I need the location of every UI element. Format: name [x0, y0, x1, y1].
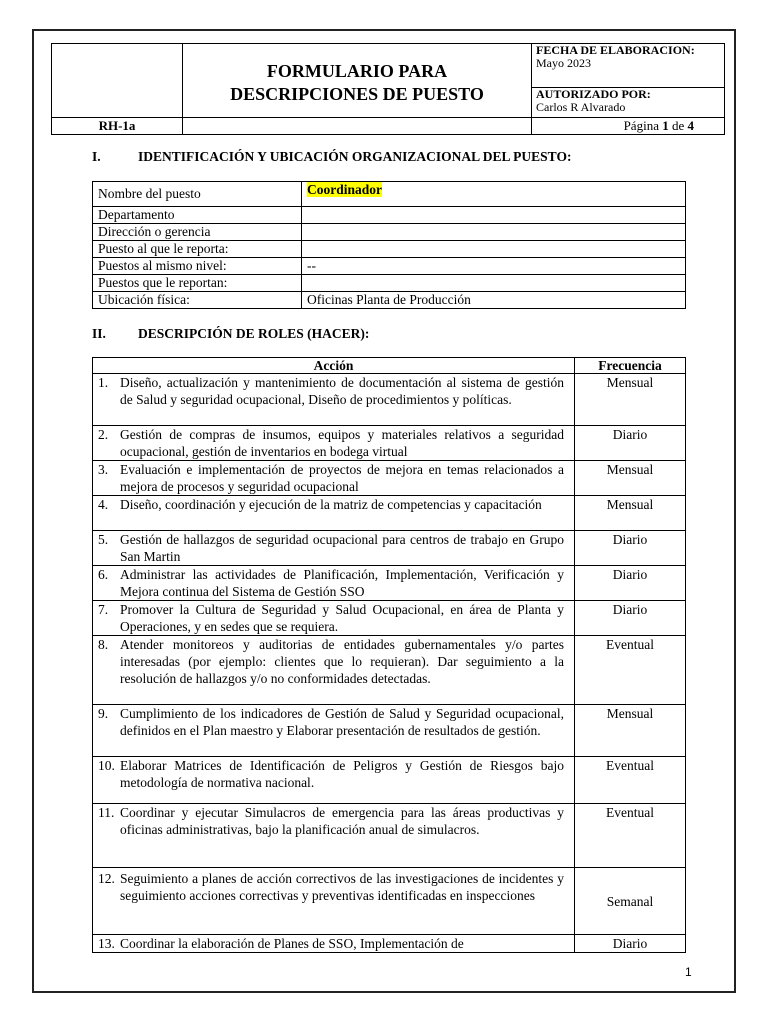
roles-table — [92, 357, 686, 953]
ident-value: -- — [302, 258, 686, 275]
role-number: 9. — [98, 706, 109, 721]
role-action — [93, 868, 575, 935]
role-frequency: Diario — [575, 601, 686, 636]
ident-row — [93, 224, 686, 241]
ident-row — [93, 292, 686, 309]
role-number: 13. — [98, 936, 115, 951]
ident-value — [302, 182, 686, 207]
form-title-line2: DESCRIPCIONES DE PUESTO — [230, 83, 484, 104]
ident-row — [93, 241, 686, 258]
role-text: Gestión de compras de insumos, equipos y materiales relativos a seguridad ocupacional, gestión de inventarios en bodega virtual — [120, 427, 564, 459]
ident-label: Departamento — [93, 207, 302, 224]
role-text: Seguimiento a planes de acción correctivos de las investigaciones de incidentes y seguimiento acciones correctivas y preventivas identificadas en inspecciones — [120, 871, 564, 903]
role-row — [93, 531, 686, 566]
role-number: 5. — [98, 532, 109, 547]
ident-label: Nombre del puesto — [93, 182, 302, 207]
role-action — [93, 636, 575, 705]
ident-label: Ubicación física: — [93, 292, 302, 309]
page-current: 1 — [662, 118, 669, 133]
logo-cell — [52, 44, 183, 118]
role-action — [93, 757, 575, 804]
role-frequency: Diario — [575, 935, 686, 953]
role-action — [93, 705, 575, 757]
ident-label: Puestos que le reportan: — [93, 275, 302, 292]
section-1-number: I. — [92, 149, 101, 164]
role-row — [93, 705, 686, 757]
role-action — [93, 426, 575, 461]
ident-row — [93, 275, 686, 292]
identification-table — [92, 181, 686, 309]
page-indicator — [532, 118, 725, 135]
role-action — [93, 935, 575, 953]
role-row — [93, 461, 686, 496]
role-frequency: Mensual — [575, 461, 686, 496]
page-prefix: Página — [623, 118, 659, 133]
autorizado-cell — [532, 87, 725, 117]
ident-value: Oficinas Planta de Producción — [302, 292, 686, 309]
role-text: Administrar las actividades de Planificación, Implementación, Verificación y Mejora continua del Sistema de Gestión SSO — [120, 567, 564, 599]
role-frequency: Diario — [575, 426, 686, 461]
role-text: Promover la Cultura de Seguridad y Salud Ocupacional, en área de Planta y Operaciones, y en sedes que se requiera. — [120, 602, 564, 634]
role-number: 1. — [98, 375, 109, 390]
page-of: de — [671, 118, 685, 133]
section-2-number: II. — [92, 326, 106, 341]
empty-cell — [183, 118, 532, 135]
col-header-frecuencia: Frecuencia — [575, 358, 686, 374]
ident-value — [302, 224, 686, 241]
role-number: 10. — [98, 758, 115, 773]
role-frequency: Diario — [575, 531, 686, 566]
section-1-title: IDENTIFICACIÓN Y UBICACIÓN ORGANIZACIONAL DEL PUESTO: — [138, 149, 572, 164]
role-text: Diseño, actualización y mantenimiento de documentación al sistema de gestión de Salud y seguridad ocupacional, Diseño de procedimientos y políticas. — [120, 375, 564, 407]
role-row — [93, 601, 686, 636]
ident-label: Dirección o gerencia — [93, 224, 302, 241]
role-action — [93, 804, 575, 868]
role-frequency: Mensual — [575, 705, 686, 757]
role-row — [93, 496, 686, 531]
role-frequency: Mensual — [575, 374, 686, 426]
form-title-line1: FORMULARIO PARA — [266, 60, 448, 81]
role-number: 8. — [98, 637, 109, 652]
role-text: Atender monitoreos y auditorias de entidades gubernamentales y/o partes interesadas (por ejemplo: clientes que lo requieran). Dar seguimiento a la resolución de hallazgos y/o no conformidades detectadas. — [120, 637, 564, 686]
form-header — [51, 43, 725, 135]
role-row — [93, 804, 686, 868]
ident-row — [93, 182, 686, 207]
role-frequency: Diario — [575, 566, 686, 601]
page-total: 4 — [687, 118, 694, 133]
ident-value — [302, 207, 686, 224]
role-text: Elaborar Matrices de Identificación de Peligros y Gestión de Riesgos bajo metodología de normativa nacional. — [120, 758, 564, 790]
ident-value — [302, 241, 686, 258]
ident-label: Puestos al mismo nivel: — [93, 258, 302, 275]
role-row — [93, 935, 686, 953]
role-frequency: Semanal — [575, 868, 686, 935]
role-row — [93, 426, 686, 461]
role-row — [93, 566, 686, 601]
role-frequency: Eventual — [575, 757, 686, 804]
section-1-heading — [92, 149, 571, 165]
role-number: 12. — [98, 871, 115, 886]
role-number: 3. — [98, 462, 109, 477]
role-text: Cumplimiento de los indicadores de Gestión de Salud y Seguridad ocupacional, definidos en el Plan maestro y Elaborar presentación de resultados de gestión. — [120, 706, 564, 738]
role-action — [93, 496, 575, 531]
role-frequency: Mensual — [575, 496, 686, 531]
fecha-cell — [532, 44, 725, 88]
role-frequency: Eventual — [575, 804, 686, 868]
role-number: 7. — [98, 602, 109, 617]
roles-header-row — [93, 358, 686, 374]
section-2-heading — [92, 326, 369, 342]
role-number: 4. — [98, 497, 109, 512]
form-code: RH-1a — [52, 118, 183, 135]
role-text: Evaluación e implementación de proyectos de mejora en temas relacionados a mejora de procesos y seguridad ocupacional — [120, 462, 564, 494]
fecha-value: Mayo 2023 — [536, 56, 591, 70]
section-2-title: DESCRIPCIÓN DE ROLES (HACER): — [138, 326, 370, 341]
role-number: 2. — [98, 427, 109, 442]
job-title-highlight: Coordinador — [307, 182, 383, 197]
role-frequency: Eventual — [575, 636, 686, 705]
fecha-label: FECHA DE ELABORACION: — [536, 43, 695, 57]
role-action — [93, 531, 575, 566]
role-action — [93, 566, 575, 601]
ident-label: Puesto al que le reporta: — [93, 241, 302, 258]
role-action — [93, 601, 575, 636]
role-text: Coordinar y ejecutar Simulacros de emergencia para las áreas productivas y oficinas administrativas, bajo la planificación anual de simulacros. — [120, 805, 564, 837]
role-row — [93, 868, 686, 935]
autorizado-label: AUTORIZADO POR: — [536, 86, 651, 101]
role-text: Coordinar la elaboración de Planes de SSO, Implementación de — [120, 936, 464, 951]
col-header-accion: Acción — [93, 358, 575, 374]
ident-value — [302, 275, 686, 292]
role-action — [93, 374, 575, 426]
autorizado-value: Carlos R Alvarado — [536, 99, 626, 114]
role-row — [93, 374, 686, 426]
role-number: 6. — [98, 567, 109, 582]
role-text: Gestión de hallazgos de seguridad ocupacional para centros de trabajo en Grupo San Martin — [120, 532, 564, 564]
page-number: 1 — [685, 965, 692, 979]
role-text: Diseño, coordinación y ejecución de la matriz de competencias y capacitación — [120, 497, 542, 512]
role-row — [93, 636, 686, 705]
role-row — [93, 757, 686, 804]
ident-row — [93, 258, 686, 275]
role-action — [93, 461, 575, 496]
ident-row — [93, 207, 686, 224]
role-number: 11. — [98, 805, 115, 820]
form-title — [183, 44, 532, 118]
